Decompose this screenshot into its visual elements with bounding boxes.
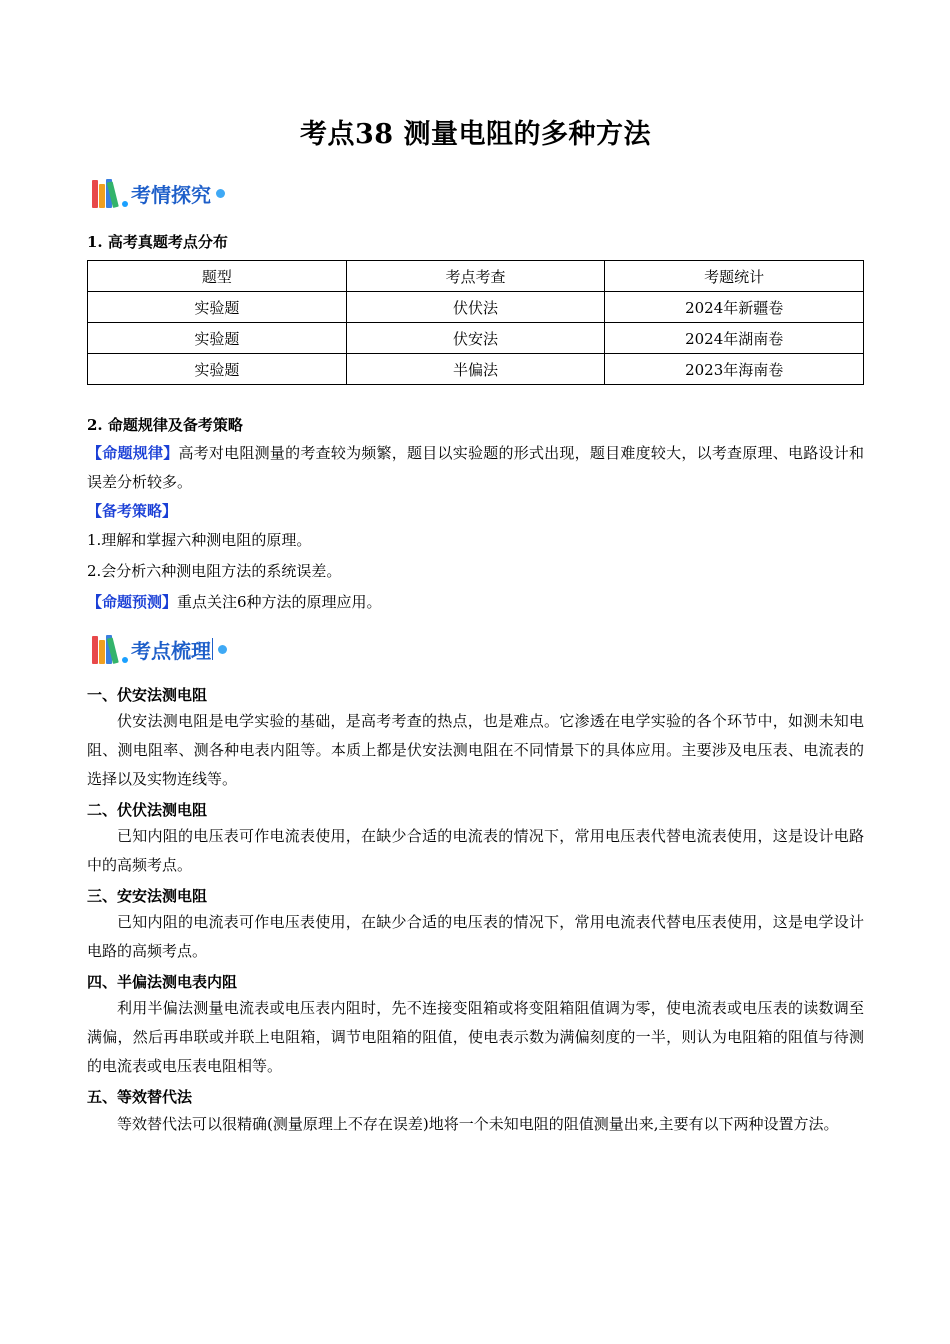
predict-text: 重点关注6种方法的原理应用。 — [177, 593, 382, 611]
topic-heading: 一、伏安法测电阻 — [87, 686, 208, 704]
topic-heading: 五、等效替代法 — [87, 1088, 193, 1106]
table-header-cell: 考题统计 — [605, 261, 864, 292]
banner-key-points — [92, 632, 227, 666]
strategy-tag: 【备考策略】 — [87, 502, 178, 520]
topic-text: 伏安法测电阻是电学实验的基础，是高考考查的热点，也是难点。它渗透在电学实验的各个环节中，如测未知电阻、测电阻率、测各种电表内阻等。本质上都是伏安法测电阻在不同情景下的具体应用。主要涉及电压表、电流表的选择以及实物连线等。 — [87, 712, 864, 788]
topic-heading: 四、半偏法测电表内阻 — [87, 973, 238, 991]
dot-icon — [122, 201, 128, 207]
dot-icon — [216, 189, 225, 198]
table-cell: 实验题 — [88, 292, 347, 323]
banner-title: 考点梳理 — [131, 638, 211, 663]
banner-title: 考情探究 — [131, 182, 211, 207]
strategy-tag-line — [87, 497, 864, 526]
exam-distribution-table — [87, 260, 864, 385]
table-cell: 2024年新疆卷 — [605, 292, 864, 323]
table-row — [88, 354, 864, 385]
predict-paragraph — [87, 588, 864, 617]
dot-icon — [218, 645, 227, 654]
table-cell: 半偏法 — [346, 354, 605, 385]
table-cell: 2024年湖南卷 — [605, 323, 864, 354]
topic-text: 已知内阻的电流表可作电压表使用，在缺少合适的电压表的情况下，常用电流表代替电压表使用，这是电学设计电路的高频考点。 — [87, 913, 864, 960]
strategy-item: 2.会分析六种测电阻方法的系统误差。 — [87, 562, 342, 580]
section-heading: 1. 高考真题考点分布 — [87, 233, 228, 251]
table-cell: 伏安法 — [346, 323, 605, 354]
text-cursor-icon — [212, 638, 213, 660]
topic-heading: 二、伏伏法测电阻 — [87, 801, 208, 819]
books-icon — [92, 634, 120, 664]
strategy-item: 1.理解和掌握六种测电阻的原理。 — [87, 531, 312, 549]
table-row — [88, 292, 864, 323]
table-cell: 实验题 — [88, 354, 347, 385]
topic-heading: 三、安安法测电阻 — [87, 887, 208, 905]
table-cell: 2023年海南卷 — [605, 354, 864, 385]
table-cell: 实验题 — [88, 323, 347, 354]
table-cell: 伏伏法 — [346, 292, 605, 323]
table-header-row — [88, 261, 864, 292]
topic-text: 利用半偏法测量电流表或电压表内阻时，先不连接变阻箱或将变阻箱阻值调为零，使电流表或电压表的读数调至满偏，然后再串联或并联上电阻箱，调节电阻箱的阻值，使电表示数为满偏刻度的一半，则认为电阻箱的阻值与待测的电流表或电压表电阻相等。 — [87, 999, 864, 1075]
table-header-cell: 题型 — [88, 261, 347, 292]
table-row — [88, 323, 864, 354]
topic-text: 等效替代法可以很精确(测量原理上不存在误差)地将一个未知电阻的阻值测量出来,主要有以下两种设置方法。 — [117, 1115, 839, 1133]
table-header-cell: 考点考查 — [346, 261, 605, 292]
banner-exam-analysis — [92, 176, 225, 210]
section-heading: 2. 命题规律及备考策略 — [87, 416, 243, 434]
rule-tag: 【命题规律】 — [87, 444, 179, 462]
rule-text: 高考对电阻测量的考查较为频繁，题目以实验题的形式出现，题目难度较大，以考查原理、电路设计和误差分析较多。 — [87, 444, 864, 491]
dot-icon — [122, 657, 128, 663]
page-title: 考点38 测量电阻的多种方法 — [300, 119, 651, 150]
predict-tag: 【命题预测】 — [87, 593, 178, 611]
rule-paragraph — [87, 439, 864, 497]
books-icon — [92, 178, 120, 208]
topic-text: 已知内阻的电压表可作电流表使用，在缺少合适的电流表的情况下，常用电压表代替电流表使用，这是设计电路中的高频考点。 — [87, 827, 864, 874]
